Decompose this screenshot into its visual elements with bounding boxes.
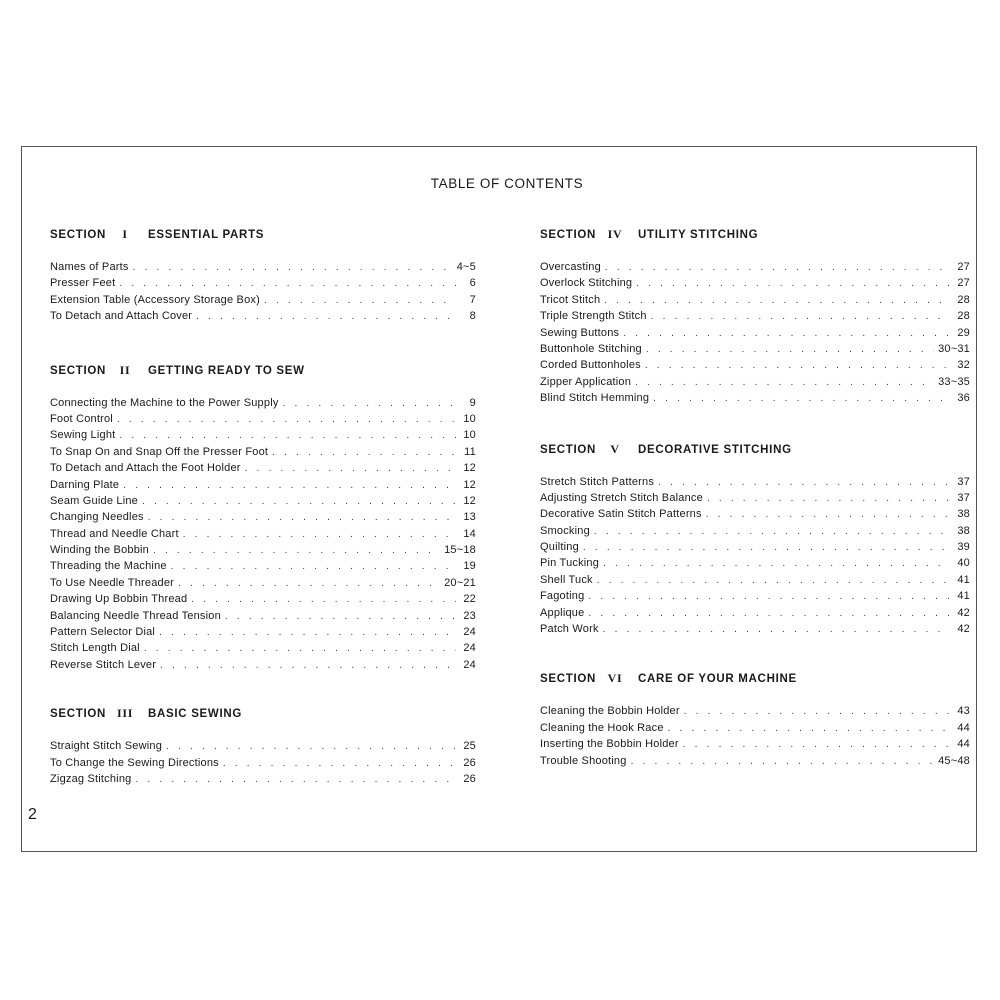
entry-page: 8 xyxy=(469,310,476,323)
entry-page: 39 xyxy=(957,541,970,554)
dot-leader xyxy=(658,475,950,491)
entry-label: Buttonhole Stitching xyxy=(540,342,642,355)
entry-label: To Use Needle Threader xyxy=(50,576,175,589)
entry-page: 41 xyxy=(957,573,970,586)
toc-entry xyxy=(50,292,476,308)
section-word: SECTION xyxy=(540,229,597,241)
entry-page: 30~31 xyxy=(938,342,970,355)
section-numeral: V xyxy=(610,441,620,456)
dot-leader xyxy=(160,658,456,674)
entry-label: Reverse Stitch Lever xyxy=(50,658,157,671)
dot-leader xyxy=(706,507,950,523)
entry-label: Smocking xyxy=(540,524,590,537)
entry-page: 41 xyxy=(957,590,970,603)
entry-label: Zipper Application xyxy=(540,375,632,388)
toc-section xyxy=(50,226,476,325)
dot-leader xyxy=(171,559,456,575)
entry-label: Zigzag Stitching xyxy=(50,772,132,785)
entry-page: 43 xyxy=(957,705,970,718)
dot-leader xyxy=(645,358,950,374)
entry-label: Applique xyxy=(540,606,585,619)
entry-page: 37 xyxy=(957,475,970,488)
toc-entry xyxy=(540,539,970,555)
entry-label: Presser Feet xyxy=(50,277,116,290)
entry-label: Corded Buttonholes xyxy=(540,359,641,372)
section-numeral: VI xyxy=(607,671,623,686)
entry-label: Thread and Needle Chart xyxy=(50,527,179,540)
toc-entry xyxy=(50,738,476,754)
entry-label: Connecting the Machine to the Power Supply xyxy=(50,396,279,409)
entry-page: 36 xyxy=(957,392,970,405)
entry-label: Overlock Stitching xyxy=(540,277,633,290)
toc-entry xyxy=(540,605,970,621)
toc-entry xyxy=(540,341,970,357)
toc-entry xyxy=(540,308,970,324)
section-numeral: II xyxy=(119,362,131,377)
entry-label: Overcasting xyxy=(540,261,601,273)
toc-entry xyxy=(540,621,970,637)
toc-entry xyxy=(50,608,476,624)
entry-page: 7 xyxy=(469,293,476,306)
toc-entry xyxy=(50,444,476,460)
section-word: SECTION xyxy=(540,673,597,686)
toc-entry xyxy=(50,558,476,574)
dot-leader xyxy=(142,494,456,510)
dot-leader xyxy=(588,606,950,622)
right-column xyxy=(540,226,970,769)
section-heading xyxy=(540,226,970,242)
toc-entry xyxy=(540,555,970,571)
left-column xyxy=(50,226,476,787)
section-heading xyxy=(540,441,970,457)
entry-page: 9 xyxy=(469,396,476,409)
toc-section xyxy=(540,670,970,769)
entry-page: 23 xyxy=(463,609,476,622)
entry-page: 13 xyxy=(463,511,476,524)
entry-page: 25 xyxy=(463,740,476,753)
toc-entry xyxy=(540,572,970,588)
toc-entry xyxy=(540,720,970,736)
dot-leader xyxy=(119,276,456,292)
toc-entry xyxy=(540,588,970,604)
page-number: 2 xyxy=(28,806,37,823)
section-title: GETTING READY TO SEW xyxy=(148,364,305,377)
toc-entry xyxy=(540,357,970,373)
entry-label: Pattern Selector Dial xyxy=(50,626,156,639)
entry-page: 26 xyxy=(463,772,476,785)
dot-leader xyxy=(148,510,456,526)
dot-leader xyxy=(166,739,456,755)
entry-page: 11 xyxy=(464,445,476,458)
entry-label: Sewing Buttons xyxy=(540,326,620,339)
dot-leader xyxy=(604,293,950,309)
dot-leader xyxy=(159,625,456,641)
entry-label: Straight Stitch Sewing xyxy=(50,740,163,753)
toc-entry xyxy=(540,474,970,490)
entry-label: Foot Control xyxy=(50,412,113,425)
toc-entry-list xyxy=(50,395,476,674)
toc-entry-list xyxy=(540,474,970,638)
toc-entry xyxy=(540,753,970,769)
entry-label: Blind Stitch Hemming xyxy=(540,392,650,405)
entry-label: Winding the Bobbin xyxy=(50,544,149,557)
entry-label: Adjusting Stretch Stitch Balance xyxy=(540,491,703,504)
toc-entry xyxy=(540,325,970,341)
entry-label: Cleaning the Bobbin Holder xyxy=(540,705,680,718)
entry-label: Seam Guide Line xyxy=(50,494,138,507)
toc-entry xyxy=(540,275,970,291)
dot-leader xyxy=(653,391,950,407)
dot-leader xyxy=(603,622,950,638)
toc-entry-list xyxy=(50,259,476,325)
entry-label: Names of Parts xyxy=(50,261,129,273)
toc-entry xyxy=(540,490,970,506)
entry-page: 27 xyxy=(957,261,970,273)
toc-entry xyxy=(50,657,476,673)
entry-page: 28 xyxy=(957,293,970,306)
section-numeral: III xyxy=(116,706,134,721)
dot-leader xyxy=(196,309,456,325)
toc-entry xyxy=(540,506,970,522)
entry-page: 26 xyxy=(463,756,476,769)
toc-entry xyxy=(50,460,476,476)
dot-leader xyxy=(223,756,456,772)
toc-entry xyxy=(540,736,970,752)
entry-page: 38 xyxy=(957,524,970,537)
section-word: SECTION xyxy=(50,364,107,377)
entry-page: 24 xyxy=(463,658,476,671)
entry-label: Patch Work xyxy=(540,623,599,636)
entry-label: Pin Tucking xyxy=(540,557,600,570)
toc-entry xyxy=(50,308,476,324)
dot-leader xyxy=(283,396,456,412)
toc-entry xyxy=(50,477,476,493)
entry-label: Darning Plate xyxy=(50,478,120,491)
dot-leader xyxy=(707,491,950,507)
dot-leader xyxy=(272,445,456,461)
toc-entry xyxy=(50,493,476,509)
dot-leader xyxy=(605,260,950,276)
entry-page: 15~18 xyxy=(444,544,476,557)
dot-leader xyxy=(153,543,440,559)
toc-entry xyxy=(50,509,476,525)
entry-page: 20~21 xyxy=(444,576,476,589)
entry-page: 24 xyxy=(463,642,476,655)
section-title: CARE OF YOUR MACHINE xyxy=(638,673,797,686)
entry-page: 14 xyxy=(463,527,476,540)
entry-label: Extension Table (Accessory Storage Box) xyxy=(50,293,260,306)
toc-entry xyxy=(50,624,476,640)
dot-leader xyxy=(123,478,456,494)
section-title: DECORATIVE STITCHING xyxy=(638,443,792,456)
dot-leader xyxy=(245,461,456,477)
section-heading xyxy=(540,670,970,686)
entry-label: To Detach and Attach Cover xyxy=(50,310,193,323)
toc-entry xyxy=(50,575,476,591)
entry-label: To Change the Sewing Directions xyxy=(50,756,219,769)
section-word: SECTION xyxy=(540,443,597,456)
toc-entry xyxy=(540,703,970,719)
entry-label: Balancing Needle Thread Tension xyxy=(50,609,221,622)
dot-leader xyxy=(683,737,950,753)
dot-leader xyxy=(623,326,950,342)
entry-page: 32 xyxy=(957,359,970,372)
entry-label: Shell Tuck xyxy=(540,573,593,586)
dot-leader xyxy=(583,540,950,556)
toc-entry xyxy=(50,526,476,542)
entry-page: 12 xyxy=(463,462,476,475)
section-title: ESSENTIAL PARTS xyxy=(148,229,265,241)
toc-entry xyxy=(540,523,970,539)
toc-entry-list xyxy=(540,259,970,407)
section-numeral: I xyxy=(122,227,128,241)
toc-entry xyxy=(50,275,476,291)
toc-entry xyxy=(50,411,476,427)
toc-entry-list xyxy=(540,703,970,769)
entry-page: 42 xyxy=(957,623,970,636)
dot-leader xyxy=(191,592,456,608)
section-title: BASIC SEWING xyxy=(148,708,243,721)
toc-entry xyxy=(540,259,970,275)
dot-leader xyxy=(684,704,950,720)
dot-leader xyxy=(631,754,935,770)
toc-entry xyxy=(540,292,970,308)
dot-leader xyxy=(651,309,950,325)
entry-label: Changing Needles xyxy=(50,511,144,524)
entry-label: Decorative Satin Stitch Patterns xyxy=(540,508,702,521)
dot-leader xyxy=(178,576,440,592)
toc-section xyxy=(540,441,970,638)
section-title: UTILITY STITCHING xyxy=(638,229,759,241)
dot-leader xyxy=(119,428,456,444)
dot-leader xyxy=(133,260,453,276)
toc-entry xyxy=(50,427,476,443)
toc-entry xyxy=(50,259,476,275)
dot-leader xyxy=(264,293,456,309)
dot-leader xyxy=(225,609,456,625)
entry-page: 27 xyxy=(957,277,970,290)
toc-entry xyxy=(540,390,970,406)
toc-entry xyxy=(50,755,476,771)
dot-leader xyxy=(646,342,934,358)
toc-entry xyxy=(50,640,476,656)
dot-leader xyxy=(135,772,456,788)
toc-entry-list xyxy=(50,738,476,787)
dot-leader xyxy=(183,527,456,543)
entry-page: 19 xyxy=(463,560,476,573)
dot-leader xyxy=(603,556,950,572)
dot-leader xyxy=(144,641,456,657)
section-word: SECTION xyxy=(50,708,107,721)
entry-page: 4~5 xyxy=(456,261,476,273)
toc-entry xyxy=(50,771,476,787)
entry-page: 24 xyxy=(463,626,476,639)
entry-page: 44 xyxy=(957,721,970,734)
page-title: TABLE OF CONTENTS xyxy=(430,176,584,191)
entry-page: 10 xyxy=(463,412,476,425)
section-heading xyxy=(50,362,476,378)
entry-label: Trouble Shooting xyxy=(540,754,627,767)
entry-page: 42 xyxy=(957,606,970,619)
entry-page: 38 xyxy=(957,508,970,521)
entry-label: Stitch Length Dial xyxy=(50,642,140,655)
entry-label: Stretch Stitch Patterns xyxy=(540,475,655,488)
section-word: SECTION xyxy=(50,229,107,241)
dot-leader xyxy=(636,276,950,292)
entry-page: 28 xyxy=(957,310,970,323)
entry-label: Quilting xyxy=(540,541,579,554)
section-heading xyxy=(50,705,476,721)
dot-leader xyxy=(597,573,950,589)
entry-page: 45~48 xyxy=(938,754,970,767)
entry-label: Fagoting xyxy=(540,590,585,603)
entry-page: 22 xyxy=(463,593,476,606)
section-numeral: IV xyxy=(607,227,623,241)
entry-page: 6 xyxy=(469,277,476,290)
entry-page: 10 xyxy=(463,429,476,442)
toc-section xyxy=(50,362,476,674)
entry-label: To Snap On and Snap Off the Presser Foot xyxy=(50,445,269,458)
toc-entry xyxy=(50,395,476,411)
entry-label: Drawing Up Bobbin Thread xyxy=(50,593,188,606)
entry-page: 12 xyxy=(463,478,476,491)
entry-page: 44 xyxy=(957,738,970,751)
entry-page: 33~35 xyxy=(938,375,970,388)
toc-section xyxy=(50,705,476,787)
entry-page: 12 xyxy=(463,494,476,507)
entry-label: Tricot Stitch xyxy=(540,293,601,306)
section-heading xyxy=(50,226,476,242)
toc-entry xyxy=(50,591,476,607)
dot-leader xyxy=(588,589,950,605)
dot-leader xyxy=(635,375,934,391)
entry-label: Threading the Machine xyxy=(50,560,167,573)
dot-leader xyxy=(594,524,950,540)
dot-leader xyxy=(668,721,950,737)
entry-page: 29 xyxy=(957,326,970,339)
entry-page: 37 xyxy=(957,491,970,504)
toc-entry xyxy=(50,542,476,558)
entry-label: To Detach and Attach the Foot Holder xyxy=(50,462,241,475)
entry-page: 40 xyxy=(957,557,970,570)
entry-label: Cleaning the Hook Race xyxy=(540,721,664,734)
dot-leader xyxy=(117,412,456,428)
entry-label: Inserting the Bobbin Holder xyxy=(540,738,679,751)
entry-label: Triple Strength Stitch xyxy=(540,310,647,323)
toc-section xyxy=(540,226,970,407)
entry-label: Sewing Light xyxy=(50,429,116,442)
toc-entry xyxy=(540,374,970,390)
